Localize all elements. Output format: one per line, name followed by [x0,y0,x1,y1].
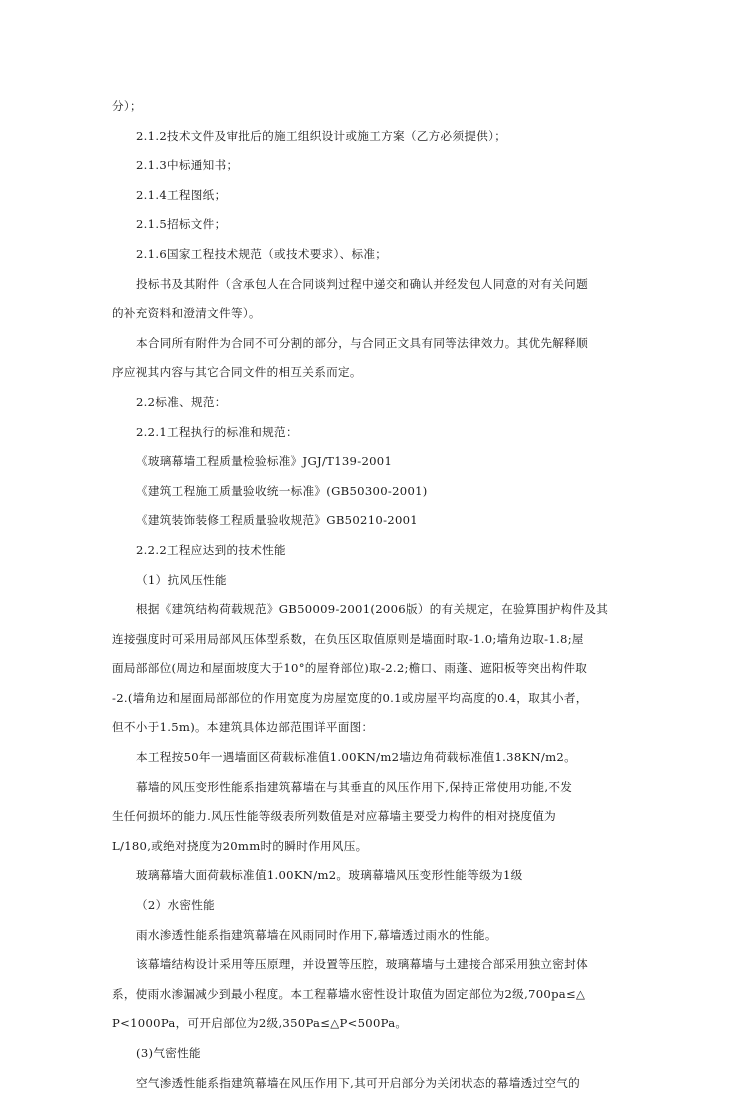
text-line: 连接强度时可采用局部风压体型系数，在负压区取值原则是墙面时取-1.0;墙角边取-1.8;屋 [112,631,584,646]
text-line: 2.2标准、规范： [136,394,227,409]
text-line: 2.1.5招标文件； [136,217,227,232]
text-line: L/180,或绝对挠度为20mm时的瞬时作用风压。 [112,838,368,853]
text-line: 的补充资料和澄清文件等）。 [112,306,261,321]
text-line: 2.2.1工程执行的标准和规范： [136,424,298,439]
text-line: 2.1.2技术文件及审批后的施工组织设计或施工方案（乙方必须提供）； [136,128,507,143]
text-line: -2.(墙角边和屋面局部部位的作用宽度为房屋宽度的0.1或房屋平均高度的0.4，取其小者， [112,690,588,705]
text-line: （2）水密性能 [136,898,216,913]
text-line: 本合同所有附件为合同不可分割的部分，与合同正文具有同等法律效力。其优先解释顺 [136,335,588,350]
text-line: 2.2.2工程应达到的技术性能 [136,542,286,557]
text-line: P<1000Pa，可开启部位为2级,350Pa≤△P<500Pa。 [112,1016,408,1031]
document-body [112,92,632,1098]
text-line: 《建筑装饰装修工程质量验收规范》GB50210-2001 [136,513,418,528]
text-line: 该幕墙结构设计采用等压原理，并设置等压腔，玻璃幕墙与土建接合部采用独立密封体 [136,957,588,972]
text-line: 系，使雨水渗漏减少到最小程度。本工程幕墙水密性设计取值为固定部位为2级,700pa≤△ [112,986,586,1001]
text-line: 面局部部位(周边和屋面坡度大于10°的屋脊部位)取-2.2;檐口、雨蓬、遮阳板等突出构件取 [112,661,588,676]
text-line: 玻璃幕墙大面荷载标准值1.00KN/m2。玻璃幕墙风压变形性能等级为1级 [136,868,523,883]
text-line: 序应视其内容与其它合同文件的相互关系而定。 [112,365,362,380]
text-line: 生任何损坏的能力.风压性能等级表所列数值是对应幕墙主要受力构件的相对挠度值为 [112,809,557,824]
text-line: 但不小于1.5m)。本建筑具体边部范围详平面图： [112,720,374,735]
text-line: 本工程按50年一遇墙面区荷载标准值1.00KN/m2墙边角荷载标准值1.38KN/m2。 [136,750,576,765]
text-line: (3)气密性能 [136,1046,201,1060]
text-line: 幕墙的风压变形性能系指建筑幕墙在与其垂直的风压作用下,保持正常使用功能,不发 [136,779,573,794]
text-line: 《建筑工程施工质量验收统一标准》(GB50300-2001) [136,483,428,498]
text-line: 空气渗透性能系指建筑幕墙在风压作用下,其可开启部分为关闭状态的幕墙透过空气的 [136,1075,581,1090]
text-line: 分）； [112,99,142,113]
text-line: 投标书及其附件（含承包人在合同谈判过程中递交和确认并经发包人同意的对有关问题 [136,276,588,291]
text-line: 2.1.4工程图纸； [136,187,227,202]
text-line: （1）抗风压性能 [136,572,227,587]
text-line: 2.1.6国家工程技术规范（或技术要求）、标准； [136,246,388,261]
text-line: 雨水渗透性能系指建筑幕墙在风雨同时作用下,幕墙透过雨水的性能。 [136,927,497,942]
text-line: 根据《建筑结构荷载规范》GB50009-2001(2006版）的有关规定，在验算围护构件及其 [136,602,609,617]
text-line: 2.1.3中标通知书； [136,158,239,173]
text-line: 《玻璃幕墙工程质量检验标准》JGJ/T139-2001 [136,454,393,469]
